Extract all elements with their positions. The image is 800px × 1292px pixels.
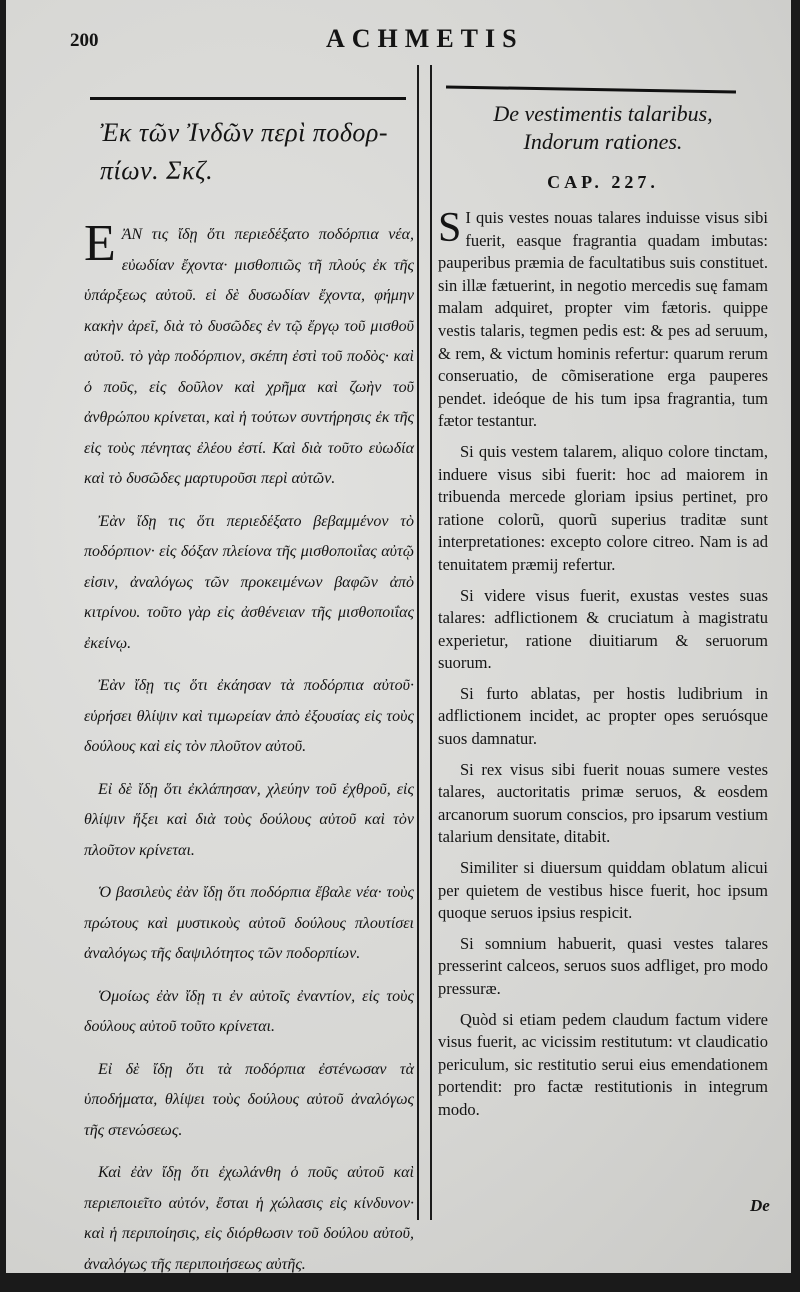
greek-paragraph: Εἰ δὲ ἴδῃ ὅτι τὰ ποδόρπια ἐστένωσαν τὰ ὑποδήματα, θλίψει τοὺς δούλους αὐτοῦ ἀναλόγως τῆς στενώσεως. xyxy=(84,1060,414,1139)
greek-paragraph: Ὁμοίως ἐὰν ἴδῃ τι ἐν αὐτοῖς ἐναντίον, εἰς τοὺς δούλους αὐτοῦ τοῦτο κρίνεται. xyxy=(84,987,414,1035)
page-header xyxy=(6,22,791,52)
latin-column xyxy=(438,100,768,1130)
greek-column xyxy=(84,108,414,1292)
latin-paragraph: Si rex visus sibi fuerit nouas sumere vestes talares, auctoritatis primæ seruos, & eosdem arcanorum suorum conscios, pro ipsarum vestium talarium densitate, ditabit. xyxy=(438,759,768,847)
column-divider-right xyxy=(430,65,432,1220)
catchword: De xyxy=(750,1196,770,1215)
latin-paragraph-text: I quis vestes nouas talares induisse visus sibi fuerit, easque fragrantia quadam imbutas: pauperibus præmia de facultatibus suis constituet. sin illæ fætuerint, in negotio mercedis suę famam malam adquiret, propter vim fætoris. quippe vestis talaris, tegmen pedis est: & pes ad seruum, & rem, & victum hominis refertur: quarum rerum conseruatio, de cõmiseratione erga pauperes pendet. ideóque de his tum ipsa fragrantia, tum fætor testantur. xyxy=(438,208,768,431)
latin-paragraph: Si furto ablatas, per hostis ludibrium in adflictionem incidet, ac propter opes seruósque suos damnatur. xyxy=(438,683,768,749)
greek-paragraph-text: ἈΝ τις ἴδῃ ὅτι περιεδέξατο ποδόρπια νέα, εὐωδίαν ἔχοντα· μισθοπιῶς τῆ πλούς ἐκ τῆς ὑπάρξεως αὐτοῦ. εἰ δὲ δυσωδίαν ἔχοντα, φήμην κακὴν ἀρεῖ, διὰ τὸ δυσῶδες ἐν τῷ ἔργῳ τοῦ μισθοῦ αὐτοῦ. τὸ γὰρ ποδόρπιον, σκέπη ἐστὶ τοῦ ποδὸς· καὶ ὁ ποῦς, εἰς δοῦλον καὶ χρῆμα καὶ ζωὴν τοῦ ἀνθρώπου κρίνεται, καὶ ἡ τούτων συντήρησις ἐκ τῆς εἰς τοὺς πένητας ἐλέου ἐστί. Καὶ διὰ τοῦτο εὐωδία καὶ τὸ δυσῶδες μαρτυροῦσι περὶ αὐτῶν. xyxy=(84,226,414,487)
greek-dropcap: Ε xyxy=(84,215,116,272)
right-rule xyxy=(446,85,736,93)
greek-paragraph: Ὁ βασιλεὺς ἐὰν ἴδῃ ὅτι ποδόρπια ἔβαλε νέα· τοὺς πρώτους καὶ μυστικοὺς αὐτοῦ δούλους πλουτίσει ἀναλόγως τῆς δαψιλότητος τῶν ποδορπίων. xyxy=(84,884,414,962)
book-page xyxy=(6,0,791,1273)
greek-paragraph: Εἰ δὲ ἴδῃ ὅτι ἐκλάπησαν, χλεύην τοῦ ἐχθροῦ, εἰς θλίψιν ἥξει καὶ διὰ τοὺς δούλους αὐτοῦ καὶ τὸν πλοῦτον κρίνεται. xyxy=(84,780,414,859)
latin-paragraph: Similiter si diuersum quiddam oblatum alicui per quietem de vestibus hisce fuerit, hoc ipsum quoque seruos ipsius respicit. xyxy=(438,858,768,923)
column-divider-left xyxy=(417,65,419,1220)
latin-paragraph: Si videre visus fuerit, exustas vestes suas talares: adflictionem & cruciatum à magistratu experietur, ratione diuitiarum & seruorum suorum. xyxy=(438,585,768,673)
greek-paragraph xyxy=(84,215,414,495)
latin-dropcap: S xyxy=(438,205,462,251)
running-title: ACHMETIS xyxy=(326,24,524,53)
greek-paragraph: Ἐὰν ἴδῃ τις ὅτι περιεδέξατο βεβαμμένον τὸ ποδόρπιον· εἰς δόξαν πλείονα τῆς μισθοποιΐας αὐτῷ εἰσιν, ἀναλόγως τῶν προκειμένων βαφῶν ἀπὸ κιτρίνου. τοῦτο γὰρ εἰς ἀσθένειαν τῆς μισθοποιΐας ἐκείνῳ. xyxy=(84,512,414,652)
left-rule xyxy=(90,97,406,100)
latin-chapter-title xyxy=(438,100,768,156)
latin-title-line-2: Indorum rationes. xyxy=(523,129,683,154)
greek-paragraph: Καὶ ἐὰν ἴδῃ ὅτι ἐχωλάνθη ὁ ποῦς αὐτοῦ καὶ περιεποιεῖτο αὐτόν, ἔσται ἡ χώλασις εἰς κίνδυνον· καὶ ἡ περιποίησις, εἰς διόρθωσιν τοῦ δούλου αὐτοῦ, ἀναλόγως τῆς περιποιήσεως αὐτῆς. xyxy=(84,1164,414,1273)
latin-paragraph xyxy=(438,207,768,433)
latin-paragraph: Si quis vestem talarem, aliquo colore tinctam, induere visus sibi fuerit: hoc ad maiorem in tribuenda mercede gloriam ipsius pertinet, pro ratione colorũ, quorũ superius traditæ sunt interpretationes: excepto colore citreo. Nam is ad tenuitatem præmij refertur. xyxy=(438,441,768,574)
greek-paragraph: Ἐὰν ἴδῃ τις ὅτι ἐκάησαν τὰ ποδόρπια αὐτοῦ· εὑρήσει θλίψιν καὶ τιμωρείαν ἀπὸ ἐξουσίας εἰς τοὺς δούλους καὶ εἰς τὸν πλοῦτον αὐτοῦ. xyxy=(84,677,414,755)
chapter-number: CAP. 227. xyxy=(547,172,659,192)
latin-title-line-1: De vestimentis talaribus, xyxy=(493,101,713,126)
greek-chapter-title: Ἐκ τῶν Ἰνδῶν περὶ ποδορ-πίων. Σκζ. xyxy=(100,118,389,185)
latin-paragraph: Quòd si etiam pedem claudum factum videre visus fuerit, ac vicissim restitutum: vt claudicatio periculum, sic restitutio serui eius emendationem portendit: pro factæ restitutionis in integrum modo. xyxy=(438,1009,768,1119)
page-number: 200 xyxy=(70,30,99,51)
latin-paragraph: Si somnium habuerit, quasi vestes talares presserint calceos, seruos suos adfliget, pro modo pressuræ. xyxy=(438,933,768,998)
